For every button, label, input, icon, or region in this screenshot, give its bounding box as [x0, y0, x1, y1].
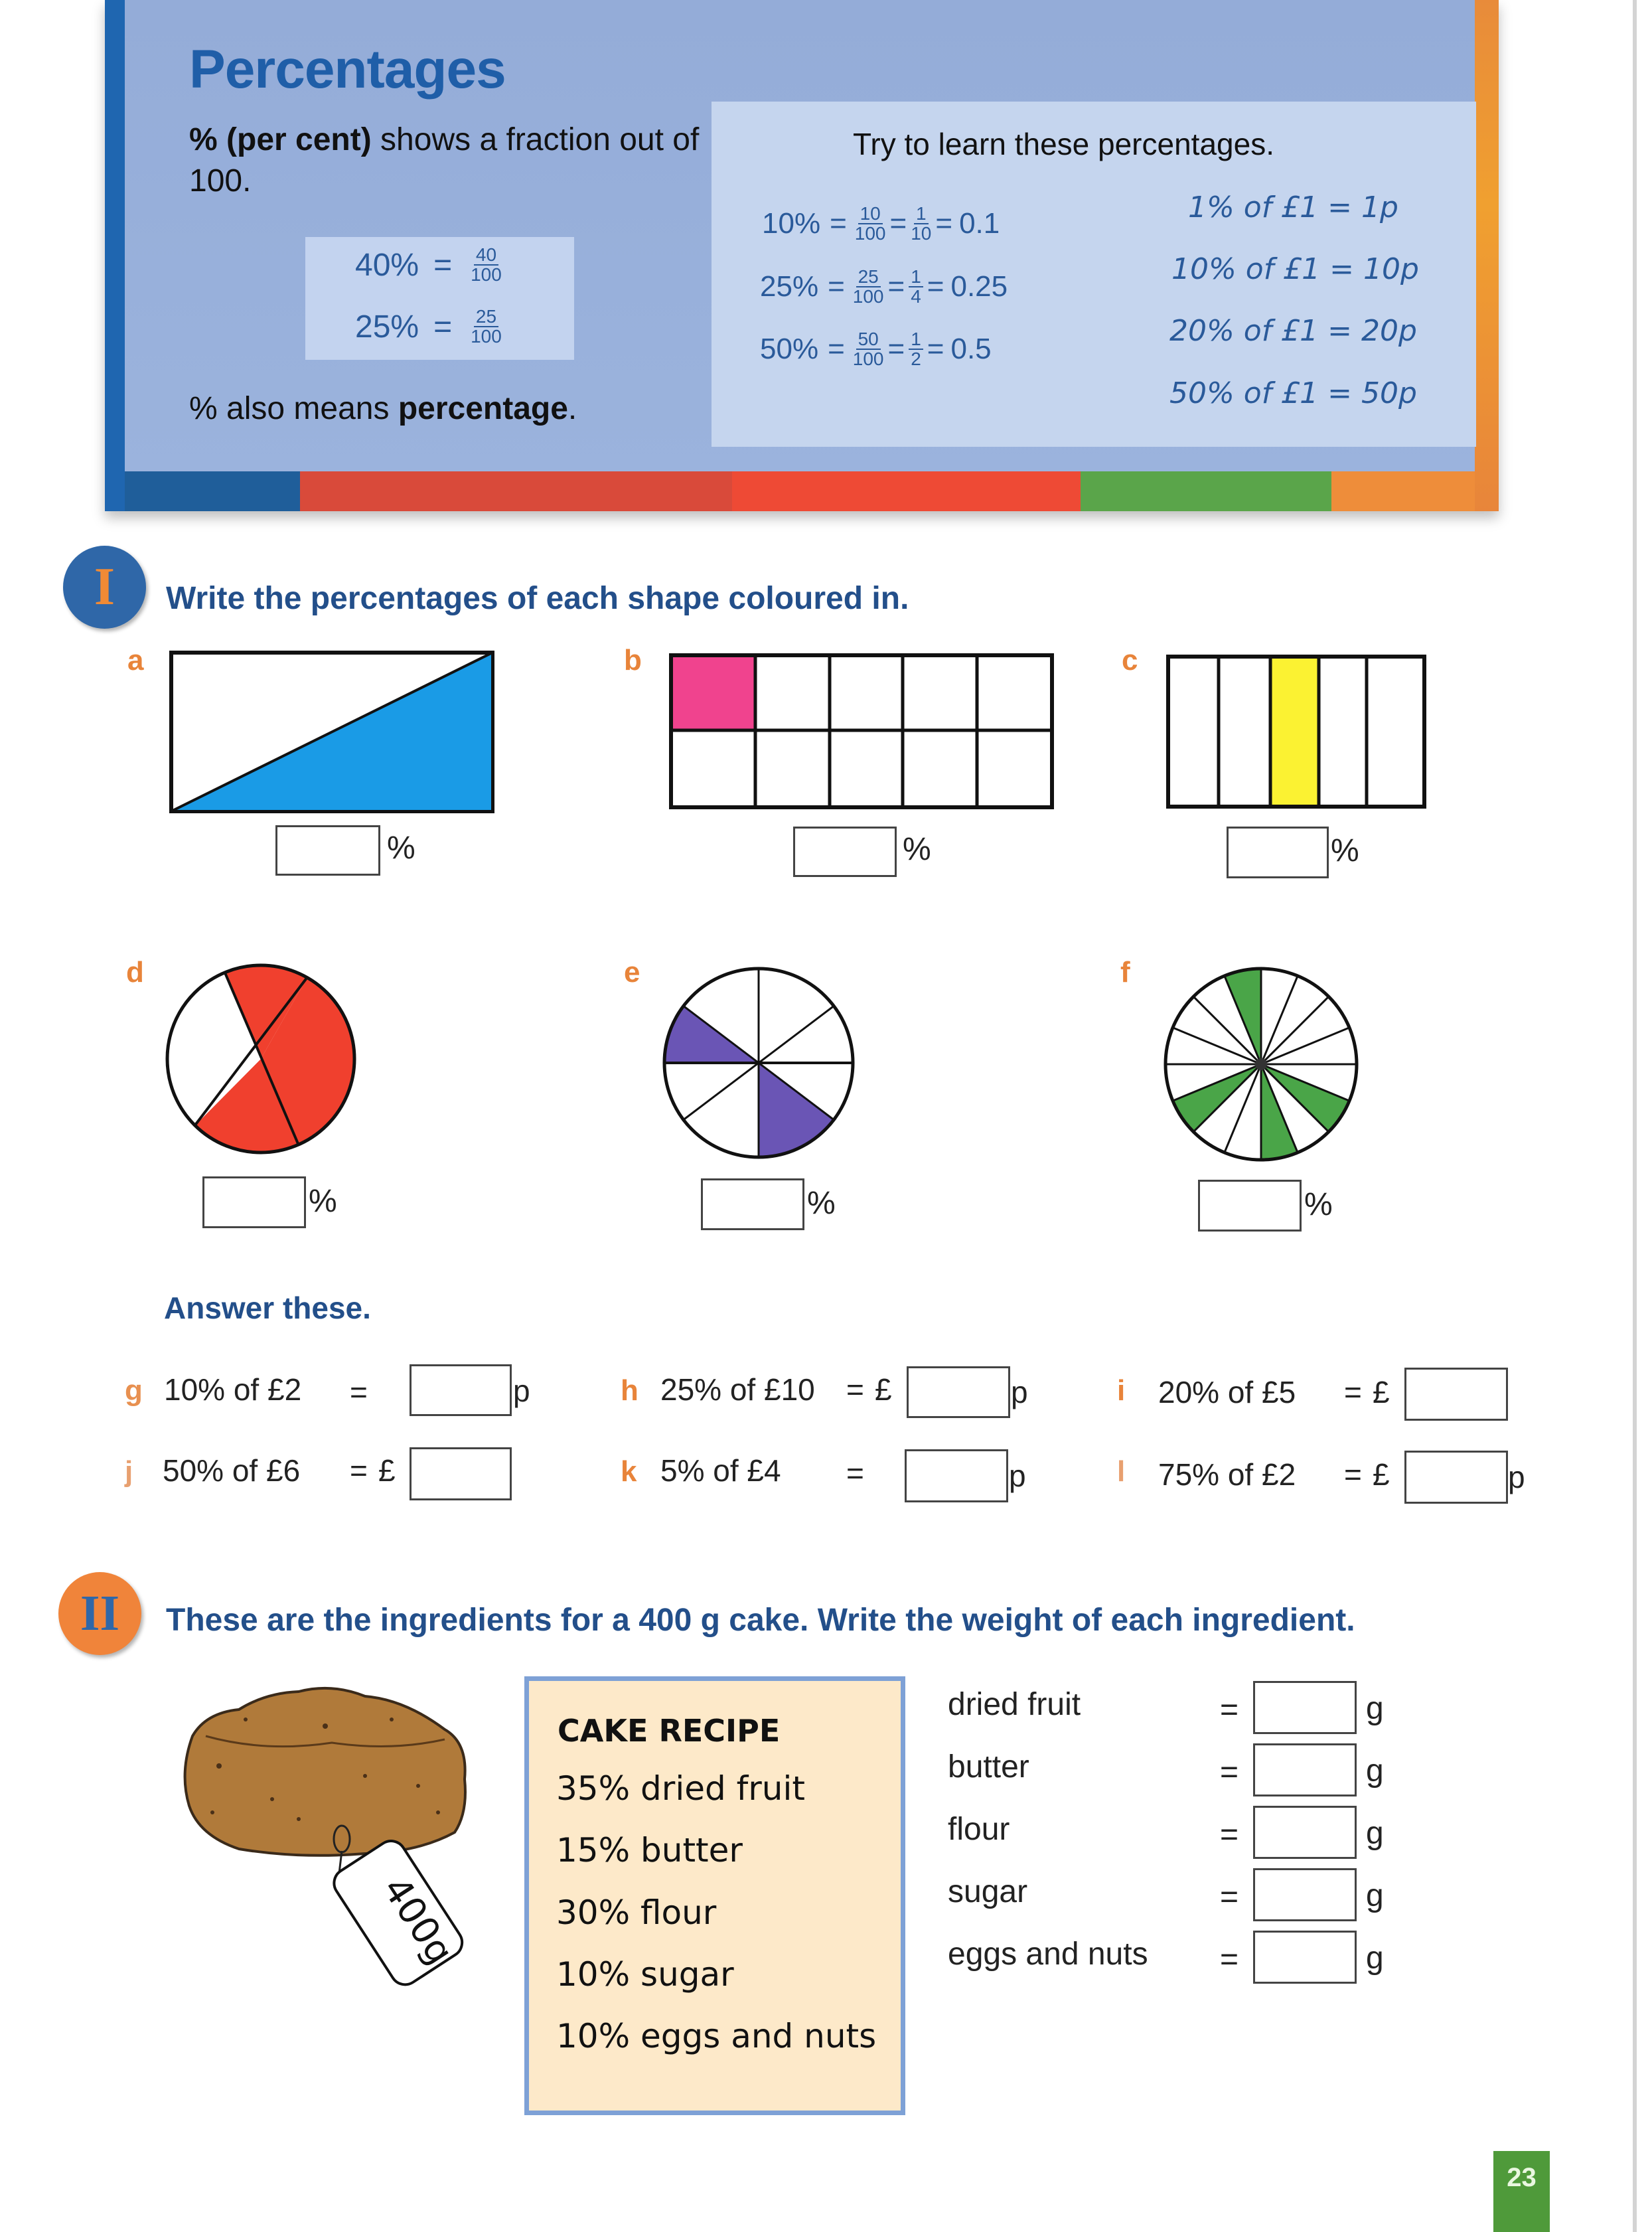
intro-bold: % (per cent) [189, 122, 372, 157]
answer-box-f[interactable] [1198, 1180, 1302, 1232]
answer-these-heading: Answer these. [164, 1291, 371, 1325]
example-percent: 40% [355, 247, 419, 283]
example-row-1 [355, 246, 506, 284]
fraction-row-25 [760, 268, 1008, 306]
equals-sign: = [935, 207, 953, 240]
equals-sign: = [887, 270, 905, 303]
recipe-line: 30% flour [556, 1893, 717, 1932]
label-f: f [1120, 956, 1130, 989]
banner-left-edge [105, 0, 125, 511]
unit-p: p [1009, 1459, 1026, 1493]
recipe-title: CAKE RECIPE [558, 1713, 781, 1749]
label-c: c [1122, 644, 1138, 677]
decimal-value: 0.25 [950, 270, 1008, 303]
unit-g: g [1366, 1878, 1384, 1913]
recipe-line: 10% eggs and nuts [556, 2017, 877, 2055]
unit-g: g [1366, 1816, 1384, 1851]
percent-unit-d: % [309, 1184, 337, 1219]
intro-rest: shows a fraction out of 100. [189, 122, 700, 199]
fraction [909, 268, 923, 306]
also-prefix: % also means [189, 391, 398, 426]
answer-box-k[interactable] [905, 1449, 1008, 1502]
denominator: 100 [852, 349, 884, 369]
answer-box-d[interactable] [202, 1176, 306, 1228]
unit-p: p [513, 1374, 530, 1408]
section-badge-2: II [58, 1572, 141, 1655]
percent-unit-b: % [903, 832, 931, 867]
equals-sign: = [889, 207, 907, 240]
row-percent: 10% [762, 207, 821, 240]
recipe-line: 15% butter [556, 1831, 743, 1870]
denominator: 100 [854, 223, 886, 244]
unit-p: p [1011, 1375, 1028, 1409]
question-h-text: 25% of £10 [660, 1372, 815, 1407]
intro-text [189, 120, 707, 202]
unit-g: g [1366, 1691, 1384, 1726]
label-i: i [1117, 1374, 1126, 1407]
numerator: 50 [856, 330, 881, 350]
page-number: 23 [1493, 2151, 1550, 2232]
numerator: 1 [909, 268, 923, 287]
question-k-text: 5% of £4 [660, 1453, 781, 1488]
label-h: h [621, 1374, 638, 1407]
label-d: d [126, 956, 144, 989]
money-row: 50% of £1 = 50p [1169, 376, 1417, 410]
denominator: 4 [911, 286, 921, 307]
numerator: 25 [856, 268, 881, 287]
answer-box-flour[interactable] [1253, 1806, 1357, 1859]
fraction [855, 204, 886, 243]
answer-box-b[interactable] [793, 827, 897, 877]
section-badge-1: I [63, 546, 146, 629]
equals-sign: = [433, 247, 453, 283]
label-b: b [624, 644, 642, 677]
equals-sign: = [927, 270, 944, 303]
equals-sign: = [887, 333, 905, 365]
answer-box-a[interactable] [275, 825, 380, 876]
answer-box-sugar[interactable] [1253, 1868, 1357, 1921]
denominator: 100 [852, 286, 884, 307]
equals-sign: = [1220, 1817, 1239, 1852]
fraction-row-10 [762, 204, 1000, 243]
denominator: 10 [911, 223, 932, 244]
label-j: j [125, 1455, 133, 1488]
answer-box-g[interactable] [410, 1364, 512, 1416]
answer-box-h[interactable] [907, 1366, 1010, 1418]
recipe-line: 10% sugar [556, 1955, 734, 1994]
ingredient-label: butter [948, 1749, 1029, 1785]
ingredient-label: flour [948, 1812, 1010, 1847]
numerator: 25 [474, 307, 498, 327]
label-g: g [125, 1374, 143, 1407]
cake-illustration [166, 1680, 485, 2012]
pound-sign: £ [1373, 1457, 1390, 1492]
recipe-line: 35% dried fruit [556, 1769, 805, 1808]
pound-sign: £ [1373, 1375, 1390, 1409]
answer-box-butter[interactable] [1253, 1743, 1357, 1796]
fraction [909, 330, 923, 368]
unit-p: p [1508, 1460, 1525, 1494]
equals-sign: = [828, 270, 845, 303]
question-j-text: 50% of £6 [163, 1453, 301, 1488]
example-percent: 25% [355, 309, 419, 345]
money-row: 10% of £1 = 10p [1171, 252, 1419, 286]
label-a: a [127, 644, 144, 677]
also-suffix: . [567, 391, 577, 426]
answer-box-i[interactable] [1404, 1368, 1508, 1421]
equals-sign: = [1220, 1879, 1239, 1915]
equals-sign: = [1220, 1942, 1239, 1977]
equals-sign: = [1220, 1755, 1239, 1790]
denominator: 100 [471, 264, 502, 285]
numerator: 10 [858, 204, 883, 224]
equals-sign: = [1344, 1375, 1362, 1409]
cake-tag-label: 400g [374, 1869, 462, 1972]
equals-sign: = [1220, 1692, 1239, 1727]
pound-sign: £ [378, 1453, 396, 1488]
money-row: 1% of £1 = 1p [1188, 191, 1398, 224]
equals-sign: = [433, 309, 453, 345]
numerator: 1 [909, 330, 923, 350]
shape-d-quarter-circle [165, 963, 357, 1155]
ingredient-label: eggs and nuts [948, 1937, 1148, 1972]
page-title: Percentages [189, 39, 506, 100]
fraction [853, 268, 884, 306]
question-l-text: 75% of £2 [1158, 1457, 1296, 1492]
answer-box-c[interactable] [1227, 827, 1329, 878]
fraction [911, 204, 931, 243]
equals-sign: = [830, 207, 847, 240]
also-means-text [189, 390, 577, 427]
banner-right-edge [1475, 0, 1499, 511]
fraction [471, 246, 502, 284]
equals-sign: = [1344, 1457, 1362, 1492]
learn-title: Try to learn these percentages. [853, 127, 1274, 161]
shape-b-ten-squares [669, 653, 1054, 809]
label-e: e [624, 956, 640, 989]
decimal-value: 0.5 [950, 333, 992, 365]
section-1-heading: Write the percentages of each shape coloured in. [166, 581, 909, 616]
answer-box-eggs-and-nuts[interactable] [1253, 1931, 1357, 1984]
ingredient-label: sugar [948, 1874, 1028, 1909]
equals-sign: = [350, 1453, 368, 1488]
percent-unit-c: % [1331, 833, 1359, 868]
label-l: l [1117, 1455, 1126, 1488]
money-row: 20% of £1 = 20p [1169, 314, 1417, 348]
answer-box-dried-fruit[interactable] [1253, 1681, 1357, 1734]
equals-sign: = [846, 1456, 864, 1490]
equals-sign: = [846, 1372, 864, 1407]
pound-sign: £ [875, 1372, 892, 1407]
fraction-row-50 [760, 330, 992, 368]
fraction [853, 330, 884, 368]
row-percent: 50% [760, 333, 819, 365]
ingredient-label: dried fruit [948, 1687, 1081, 1722]
unit-g: g [1366, 1753, 1384, 1789]
shape-e-eighths-circle [662, 966, 856, 1160]
denominator: 2 [911, 349, 921, 369]
page-edge [1633, 0, 1637, 2232]
equals-sign: = [828, 333, 845, 365]
answer-box-e[interactable] [701, 1178, 804, 1230]
also-bold: percentage [398, 391, 568, 426]
shape-a-diagonal-rectangle [169, 651, 494, 813]
answer-box-l[interactable] [1404, 1451, 1508, 1504]
equals-sign: = [927, 333, 944, 365]
unit-g: g [1366, 1941, 1384, 1976]
fraction [471, 307, 502, 346]
shape-c-five-strips [1166, 655, 1426, 809]
percent-unit-a: % [387, 831, 415, 866]
percent-unit-f: % [1304, 1187, 1333, 1222]
numerator: 1 [914, 204, 929, 224]
equals-sign: = [350, 1375, 368, 1409]
numerator: 40 [474, 246, 498, 266]
decimal-value: 0.1 [959, 207, 1000, 240]
example-row-2 [355, 307, 506, 346]
section-2-heading: These are the ingredients for a 400 g cake. Write the weight of each ingredient. [166, 1603, 1355, 1638]
question-i-text: 20% of £5 [1158, 1375, 1296, 1409]
denominator: 100 [471, 326, 502, 347]
label-k: k [621, 1455, 637, 1488]
row-percent: 25% [760, 270, 819, 303]
shape-f-sixteenths-circle [1163, 966, 1359, 1162]
answer-box-j[interactable] [410, 1447, 512, 1500]
question-g-text: 10% of £2 [164, 1372, 302, 1407]
percent-unit-e: % [807, 1186, 836, 1221]
